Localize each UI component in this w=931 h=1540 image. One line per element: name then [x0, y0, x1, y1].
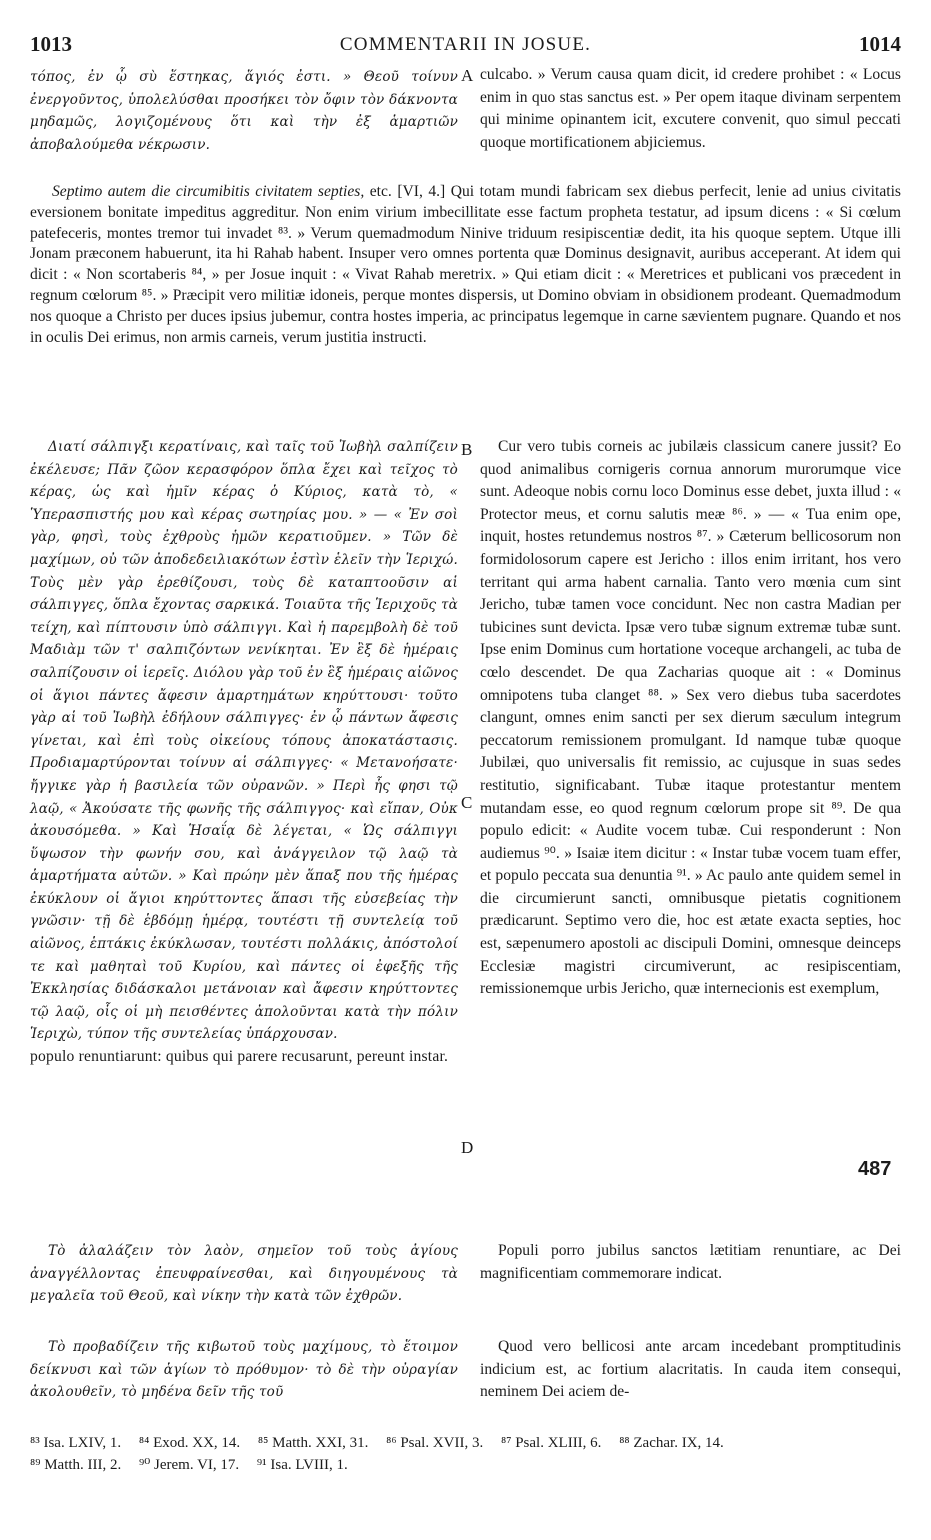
- footnote: ⁹¹ Isa. LVIII, 1.: [256, 1457, 348, 1473]
- greek-column-latin-tail: populo renuntiarunt: quibus qui parere recusarunt, pereunt instar.: [30, 1048, 449, 1066]
- margin-marker-a: A: [461, 66, 474, 85]
- latin-column-2: [480, 436, 901, 1001]
- latin-column-1: [480, 64, 901, 154]
- greek-column-1: [30, 66, 458, 156]
- greek-paragraph: Διατί σάλπιγξι κερατίναις, καὶ ταῖς τοῦ Ἰωβὴλ σαλπίζειν ἐκέλευσε; Πᾶν ζῶον κερασφόρον ὅπλα ἔχει καὶ τεῖχος τὸ κέρας, ὡς καὶ ἡμῖν κέρας ὁ Κύριος, κατὰ τὸ, « Ὑπερασπιστής μου καὶ κέρας σωτηρίας μου. » — « Ἐν σοὶ γὰρ, φησὶ, τοὺς ἐχθροὺς ἡμῶν κερατιοῦμεν. » Τῶν δὲ μαχίμων, οὐ τῶν ἀποδεδειλιακότων ἐστὶν ἑλεῖν τὴν Ἱεριχώ. Τοὺς μὲν γὰρ ἐρεθίζουσι, τοὺς δὲ καταπτοοῦσιν αἱ σάλπιγγες, ὅπλα ἔχοντας σαρκικά. Τοιαῦτα τῆς Ἱεριχοῦς τὰ τείχη, καὶ πίπτουσιν ὑπὸ σάλπιγγι. Καὶ ἡ παρεμβολὴ δὲ τοῦ Μαδιὰμ τῶν τ' σαλπιζόντων νενίκηται. Ἐν ἓξ δὲ ἡμέραις σαλπίζουσιν οἱ ἱερεῖς. Διόλου γὰρ τοῦ ἐν ἓξ ἡμέραις αἰῶνος οἱ ἅγιοι πάντες ἄφεσιν ἁμαρτημάτων κηρύττουσι· τοῦτο γὰρ αἱ τοῦ Ἰωβὴλ ἐδήλουν σάλπιγγες· ἐν ᾧ πάντων ἄφεσις γίνεται, καὶ ἐπὶ τοὺς οἰκείους τόπους ἀποκατάστασις. Προδιαμαρτύρονται τοίνυν αἱ σάλπιγγες· « Μετανοήσατε· ἤγγικε γὰρ ἡ βασιλεία τῶν οὐρανῶν. » Περὶ ἧς φησι τῷ λαῷ, « Ἀκούσατε τῆς φωνῆς τῆς σάλπιγγος· καὶ εἴπαν, Οὐκ ἀκουσόμεθα. » Καὶ Ἡσαΐᾳ δὲ λέγεται, « Ὡς σάλπιγγι ὕψωσον τὴν φωνήν σου, καὶ ἀνάγγειλον τῷ λαῷ τὰ ἁμαρτήματα αὐτῶν. » Καὶ πρώην μὲν ἅπαξ που τῆς ἡμέρας ἐκύκλουν οἱ ἅγιοι κηρύττοντες ἅπασι τῆς εὐσεβείας τὴν γνῶσιν· τῇ δὲ ἑβδόμῃ ἡμέρᾳ, τουτέστι τῇ συντελείᾳ τοῦ αἰῶνος, ἑπτάκις ἐκύκλωσαν, τουτέστι πολλάκις, ἀπόστολοί τε καὶ μαθηταὶ τοῦ Κυρίου, καὶ πάντες οἱ ἐφεξῆς τῆς Ἐκκλησίας διδάσκαλοι μετάνοιαν καὶ ἄφεσιν κηρύττοντες τῷ λαῷ, οἷς οἱ μὴ πεισθέντες ἀπολοῦνται κατὰ τὴν πόλιν Ἱεριχὼ, τύπον τῆς συντελείας ὑπάρχουσαν.: [30, 439, 458, 1043]
- latin-column-4: [480, 1336, 901, 1404]
- latin-paragraph: Populi porro jubilus sanctos lætitiam renuntiare, ac Dei magnificentiam commemorare indicat.: [480, 1242, 901, 1282]
- running-title: COMMENTARII IN JOSUE.: [339, 34, 592, 55]
- latin-column-3: [480, 1240, 901, 1285]
- greek-column-2: [30, 436, 458, 1069]
- page-header: [30, 30, 901, 64]
- margin-marker-c: C: [461, 793, 473, 812]
- greek-column-4: [30, 1336, 458, 1404]
- footnote: ⁸³ Isa. LXIV, 1.: [30, 1435, 122, 1451]
- footnotes: [30, 1432, 910, 1476]
- latin-paragraph: Cur vero tubis corneis ac jubilæis classicum canere jussit? Eo quod animalibus cornigeris cornua annorum murorumque vice sunt. Adeoque nobis cornu loco Dominus esse debet, juxta illud : « Protector meus, et cornu salutis meæ ⁸⁶. » — « Tua enim ope, inquit, hostes retundemus nostros ⁸⁷. » Cæterum bellicosorum non formidolosorum capere est Jericho : illos enim irritant, hos vero territant qui arma habent carnalia. Tanto vero mœnia cum sint Jericho, tubæ tamen voce concidunt. Nec non castra Madian per tubicines sunt devicta. Ipsæ vero tubæ signum extremæ tubæ sunt. Ipse enim Dominus cum hortatione voceque archangeli, ac tuba de cœlo descendet. De qua Zacharias quoque ait : « Dominus omnipotens tuba clanget ⁸⁸. » Sex vero diebus tuba sacerdotes clangunt, omnes enim sancti per sex dierum sæculum integrum peccatorum remissionem promulgant. Id namque tubæ quoque Jubilæi, quo universalis fit remissio, ac cujusque in suas sedes restitutio, significabant. Tubæ itaque protestantur mentem mutandam esse, eo quod regnum cœlorum prope sit ⁸⁹. De qua populo edicit: « Audite vocem tubæ. Cui responderunt : Non audiemus ⁹⁰. » Isaiæ item dicitur : « Instar tubæ vocem tuam effer, et populo peccata sua denuntia ⁹¹. » Ac paulo ante quidem semel in die circumierunt sancti, omnibusque pietatis cognitionem prædicarunt. Septimo vero die, hoc est ætate exacta septies, hoc est, sæpenumero apostoli ac discipuli Domini, omnesque deinceps Ecclesiæ magistri circumiverunt, ac resipiscentiam, remissionemque urbis Jericho, quæ internecionis est exemplum,: [480, 438, 901, 998]
- footnote: ⁹⁰ Jerem. VI, 17.: [139, 1457, 240, 1473]
- footnote: ⁸⁶ Psal. XVII, 3.: [386, 1435, 484, 1451]
- greek-paragraph: τόπος, ἐν ᾧ σὺ ἕστηκας, ἅγιός ἐστι. » Θεοῦ τοίνυν ἐνεργοῦντος, ὑπολελύσθαι προσήκει τὸν ὄφιν τὸν δάκνοντα μηδαμῶς, λογιζομένους ὅτι καὶ τὴν ἐξ ἁμαρτιῶν ἀποβαλούμεθα νέκρωσιν.: [30, 69, 458, 153]
- left-page-number: 1013: [30, 32, 72, 56]
- footnote: ⁸⁵ Matth. XXI, 31.: [257, 1435, 369, 1451]
- lemma-text: Septimo autem die circumibitis civitatem septies,: [52, 183, 365, 200]
- greek-column-3: [30, 1240, 458, 1308]
- footnote: ⁸⁷ Psal. XLIII, 6.: [500, 1435, 602, 1451]
- right-page-number: 1014: [859, 32, 901, 56]
- margin-marker-b: B: [461, 440, 473, 459]
- latin-paragraph: Quod vero bellicosi ante arcam incedebant promptitudinis indicium est, ac fortium alacritatis. In cauda item consequi, neminem Dei aciem de-: [480, 1338, 901, 1401]
- column-page-number: 487: [858, 1158, 892, 1180]
- commentary-text: etc. [VI, 4.] Qui totam mundi fabricam sex diebus perfecit, lenie ad unius civitatis eversionem bonitate impeditus aggreditur. Non enim virium imbecillitate esse factum propheta testatur, ad ipsum dicens : « Si cœlum patefeceris, montes tremor tui invadet ⁸³. » Verum quemadmodum Ninive triduum resipiscentiæ dedit, ita his quoque septem. Utque illi Jonam præconem habuerunt, ita hi Rahab habent. Insuper vero omnes portenta quæ Dominus designavit, auribus acceperant. At idem qui dicit : « Non scortaberis ⁸⁴, » per Josue inquit : « Vivat Rahab meretrix. » Qui etiam dicit : « Meretrices et publicani vos præcedent in regnum cœlorum ⁸⁵. » Præcipit vero militiæ idoneis, perque montes dispersis, ut Domino obviam in obsidionem prodeant. Quemadmodum nos quoque a Christo per duces ipsius jubemur, contra hostes imperia, ac principatus legemque in carne sævientem pugnare. Quando et nos in oculis Dei erimus, non armis carneis, verum justitia instructi.: [30, 183, 901, 346]
- footnote: ⁸⁸ Zachar. IX, 14.: [619, 1435, 724, 1451]
- commentary-paragraph: [30, 182, 901, 348]
- footnote: ⁸⁴ Exod. XX, 14.: [138, 1435, 241, 1451]
- footnote: ⁸⁹ Matth. III, 2.: [30, 1457, 122, 1473]
- full-width-paragraph: [30, 182, 901, 348]
- latin-paragraph: culcabo. » Verum causa quam dicit, id credere prohibet : « Locus enim in quo stas sanctus est. » Per opem itaque divinam serpentem qui minime opinantem icit, excutere convenit, quo simul peccati quoque mortificationem abjiciemus.: [480, 66, 901, 151]
- margin-marker-d: D: [461, 1138, 474, 1157]
- greek-paragraph: Τὸ ἀλαλάζειν τὸν λαὸν, σημεῖον τοῦ τοὺς ἁγίους ἀναγγέλλοντας ἐπευφραίνεσθαι, καὶ διηγουμένους τὰ μεγαλεῖα τοῦ Θεοῦ, καὶ νίκην τὴν κατὰ τῶν ἐχθρῶν.: [30, 1243, 458, 1305]
- greek-paragraph: Τὸ προβαδίζειν τῆς κιβωτοῦ τοὺς μαχίμους, τὸ ἕτοιμον δείκνυσι καὶ τῶν ἁγίων τὸ πρόθυμον· τὸ δὲ τὴν οὐραγίαν ἀκολουθεῖν, τὸ μηδένα δεῖν τῆς τοῦ: [30, 1339, 458, 1401]
